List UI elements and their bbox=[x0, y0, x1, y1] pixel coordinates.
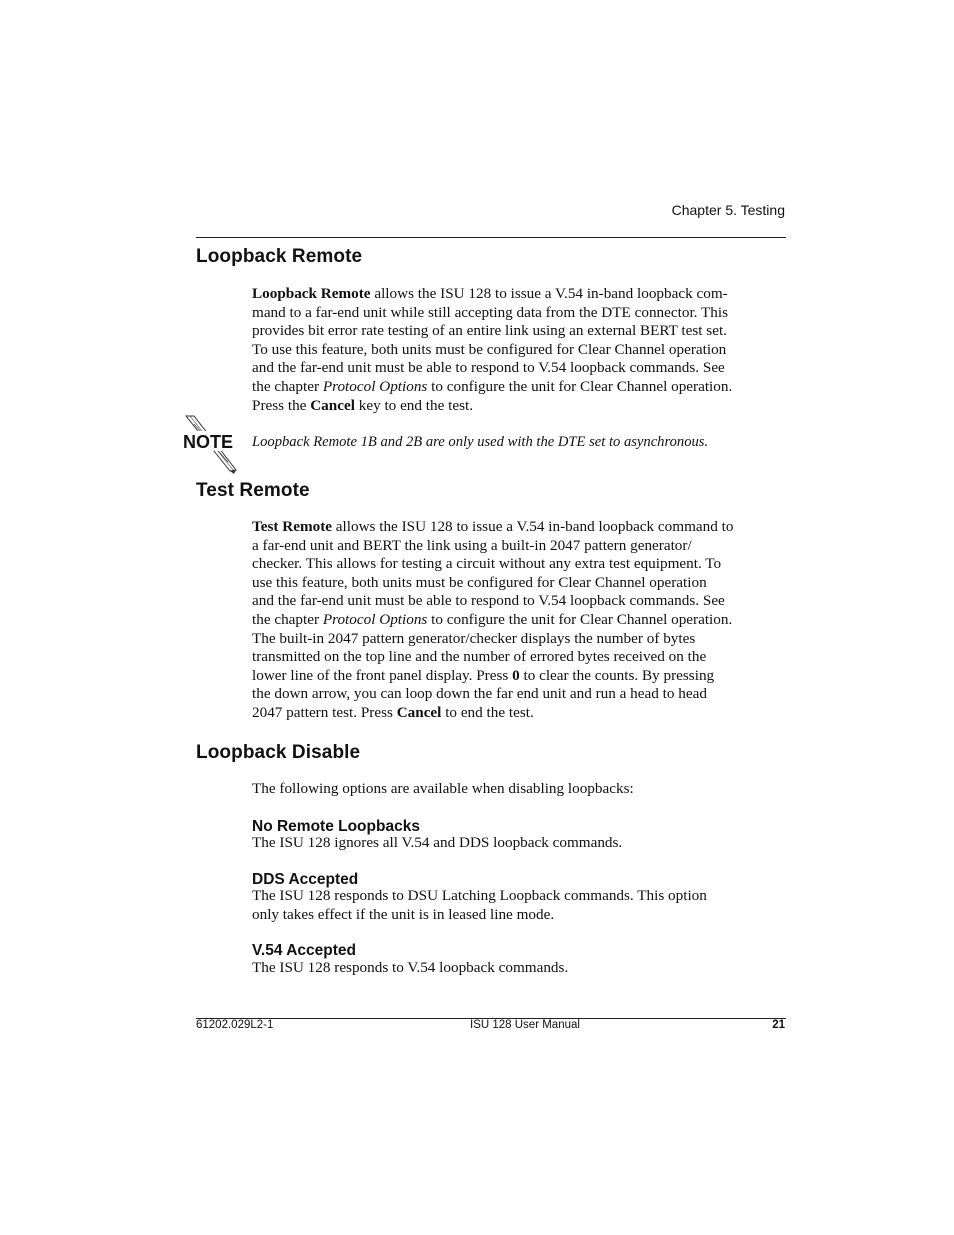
option-description bbox=[252, 834, 786, 853]
text-run: key to end the test. bbox=[354, 396, 474, 414]
paragraph-line bbox=[252, 322, 786, 341]
paragraph-line bbox=[252, 592, 786, 611]
text-run: provides bit error rate testing of an entire link using an external BERT test set. bbox=[252, 322, 727, 340]
text-run: allows the ISU 128 to issue a V.54 in-band loopback command to bbox=[332, 518, 734, 535]
loopback-disable-intro: The following options are available when disabling loopbacks: bbox=[252, 780, 634, 797]
paragraph-line bbox=[252, 574, 786, 593]
text-run: checker. This allows for testing a circuit without any extra test equipment. To bbox=[252, 555, 722, 573]
text-run: and the far-end unit must be able to respond to V.54 loopback commands. See bbox=[252, 592, 725, 610]
heading-loopback-remote: Loopback Remote bbox=[196, 246, 363, 267]
heading-loopback-disable: Loopback Disable bbox=[196, 742, 361, 763]
text-run: the chapter bbox=[252, 610, 323, 628]
paragraph-line bbox=[252, 285, 786, 304]
chapter-header: Chapter 5. Testing bbox=[671, 202, 785, 218]
text-run: to clear the counts. By pressing bbox=[519, 666, 715, 684]
footer-doc-number: 61202.029L2-1 bbox=[196, 1019, 274, 1031]
option-line: only takes effect if the unit is in leased line mode. bbox=[252, 905, 555, 923]
option-description bbox=[252, 887, 786, 924]
paragraph-line bbox=[252, 685, 786, 704]
option-title: No Remote Loopbacks bbox=[252, 818, 420, 835]
paragraph-line bbox=[252, 630, 786, 649]
option-title: DDS Accepted bbox=[252, 871, 359, 888]
test-remote-paragraph bbox=[252, 518, 786, 723]
text-run: a far-end unit and BERT the link using a built-in 2047 pattern generator/ bbox=[252, 536, 692, 554]
text-run: the down arrow, you can loop down the far end unit and run a head to head bbox=[252, 685, 707, 703]
italic-term: Protocol Options bbox=[322, 377, 428, 395]
text-run: to configure the unit for Clear Channel operation. bbox=[427, 377, 733, 395]
bold-term: Cancel bbox=[396, 703, 442, 721]
footer-manual-title: ISU 128 User Manual bbox=[470, 1019, 580, 1031]
text-run: To use this feature, both units must be configured for Clear Channel operation bbox=[252, 340, 727, 358]
text-run: use this feature, both units must be configured for Clear Channel operation bbox=[252, 573, 707, 591]
paragraph-line bbox=[252, 611, 786, 630]
note-icon bbox=[180, 414, 240, 474]
paragraph-line bbox=[252, 397, 786, 416]
paragraph-line bbox=[252, 341, 786, 360]
loopback-remote-paragraph bbox=[252, 285, 786, 415]
text-run: to end the test. bbox=[441, 703, 534, 721]
bold-term: Test Remote bbox=[252, 518, 332, 535]
option-line: The ISU 128 responds to DSU Latching Loopback commands. This option bbox=[252, 887, 707, 904]
paragraph-line bbox=[252, 518, 786, 537]
text-run: mand to a far-end unit while still accepting data from the DTE connector. This bbox=[252, 303, 728, 321]
text-run: 2047 pattern test. Press bbox=[252, 703, 397, 721]
bold-term: Loopback Remote bbox=[252, 285, 371, 302]
text-run: lower line of the front panel display. Press bbox=[252, 666, 513, 684]
text-run: Press the bbox=[252, 396, 311, 414]
text-run: the chapter bbox=[252, 377, 323, 395]
text-run: and the far-end unit must be able to respond to V.54 loopback commands. See bbox=[252, 359, 725, 377]
paragraph-line bbox=[252, 648, 786, 667]
paragraph-line bbox=[252, 537, 786, 556]
note-icon-label: NOTE bbox=[183, 432, 234, 452]
bold-term: Cancel bbox=[310, 396, 355, 414]
italic-term: Protocol Options bbox=[322, 610, 428, 628]
paragraph-line bbox=[252, 704, 786, 723]
option-line: The ISU 128 responds to V.54 loopback commands. bbox=[252, 959, 569, 976]
bold-term: 0 bbox=[512, 666, 520, 684]
text-run: The built-in 2047 pattern generator/checker displays the number of bytes bbox=[252, 629, 696, 647]
header-rule bbox=[196, 237, 786, 238]
text-run: to configure the unit for Clear Channel operation. bbox=[427, 610, 733, 628]
text-run: transmitted on the top line and the number of errored bytes received on the bbox=[252, 648, 707, 666]
option-line: The ISU 128 ignores all V.54 and DDS loopback commands. bbox=[252, 834, 623, 851]
paragraph-line bbox=[252, 359, 786, 378]
heading-test-remote: Test Remote bbox=[196, 480, 310, 501]
option-description bbox=[252, 959, 786, 978]
paragraph-line bbox=[252, 304, 786, 323]
paragraph-line bbox=[252, 667, 786, 686]
option-title: V.54 Accepted bbox=[252, 942, 356, 959]
page-number: 21 bbox=[772, 1019, 785, 1031]
paragraph-line bbox=[252, 555, 786, 574]
note-text: Loopback Remote 1B and 2B are only used with the DTE set to asynchronous. bbox=[252, 434, 709, 450]
paragraph-line bbox=[252, 378, 786, 397]
text-run: allows the ISU 128 to issue a V.54 in-band loopback com- bbox=[370, 285, 728, 302]
